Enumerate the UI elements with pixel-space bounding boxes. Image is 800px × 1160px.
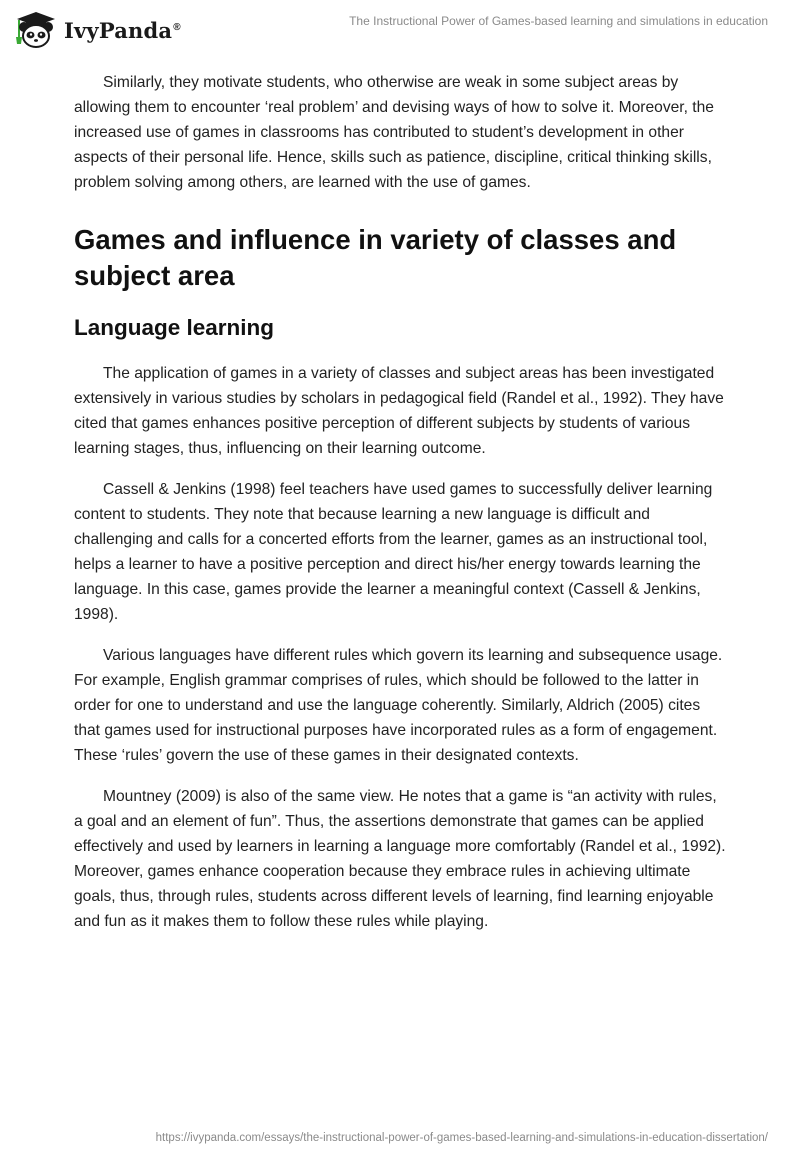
paragraph: Cassell & Jenkins (1998) feel teachers have used games to successfully deliver learning content to students. They note that because learning a new language is difficult and challenging and calls for a concerted efforts from the learner, games as an instructional tool, helps a learner to have a positive perception and direct his/her energy towards learning the language. In this case, games provide the learner a meaningful context (Cassell & Jenkins, 1998). [74, 481, 713, 623]
article-body [74, 70, 726, 950]
panda-graduate-icon [14, 10, 58, 50]
paragraph: Mountney (2009) is also of the same view. He notes that a game is “an activity with rules, a goal and an element of fun”. Thus, the assertions demonstrate that games can be applied effectively and used by learners in learning a language more comfortably (Randel et al., 1992). Moreover, games enhance cooperation because they embrace rules in achieving ultimate goals, thus, through rules, students across different levels of learning, find learning enjoyable and fun as it makes them to follow these rules while playing. [74, 788, 726, 930]
intro-paragraph: Similarly, they motivate students, who otherwise are weak in some subject areas by allowing them to encounter ‘real problem’ and devising ways of how to solve it. Moreover, the increased use of games in classrooms has contributed to student’s development in other aspects of their personal life. Hence, skills such as patience, discipline, critical thinking skills, problem solving among others, are learned with the use of games. [74, 74, 714, 191]
subsection-heading: Language learning [74, 315, 275, 340]
brand-name: IvyPanda® [64, 17, 181, 43]
document-title: The Instructional Power of Games-based learning and simulations in education [349, 14, 768, 28]
source-url[interactable]: https://ivypanda.com/essays/the-instructional-power-of-games-based-learning-and-simulations-in-education-dissertation/ [155, 1132, 768, 1144]
ivypanda-logo[interactable] [14, 10, 181, 50]
section-heading: Games and influence in variety of classes and subject area [74, 224, 677, 291]
paragraph: Various languages have different rules which govern its learning and subsequence usage. For example, English grammar comprises of rules, which should be followed to the latter in order for one to understand and use the language coherently. Similarly, Aldrich (2005) cites that games used for instructional purposes have incorporated rules as a form of engagement. These ‘rules’ govern the use of these games in their designated contexts. [74, 647, 723, 764]
page-header [0, 0, 800, 60]
paragraph: The application of games in a variety of classes and subject areas has been investigated extensively in various studies by scholars in pedagogical field (Randel et al., 1992). They have cited that games enhances positive perception of different subjects by students of various learning stages, thus, influencing on their learning outcome. [74, 365, 724, 457]
